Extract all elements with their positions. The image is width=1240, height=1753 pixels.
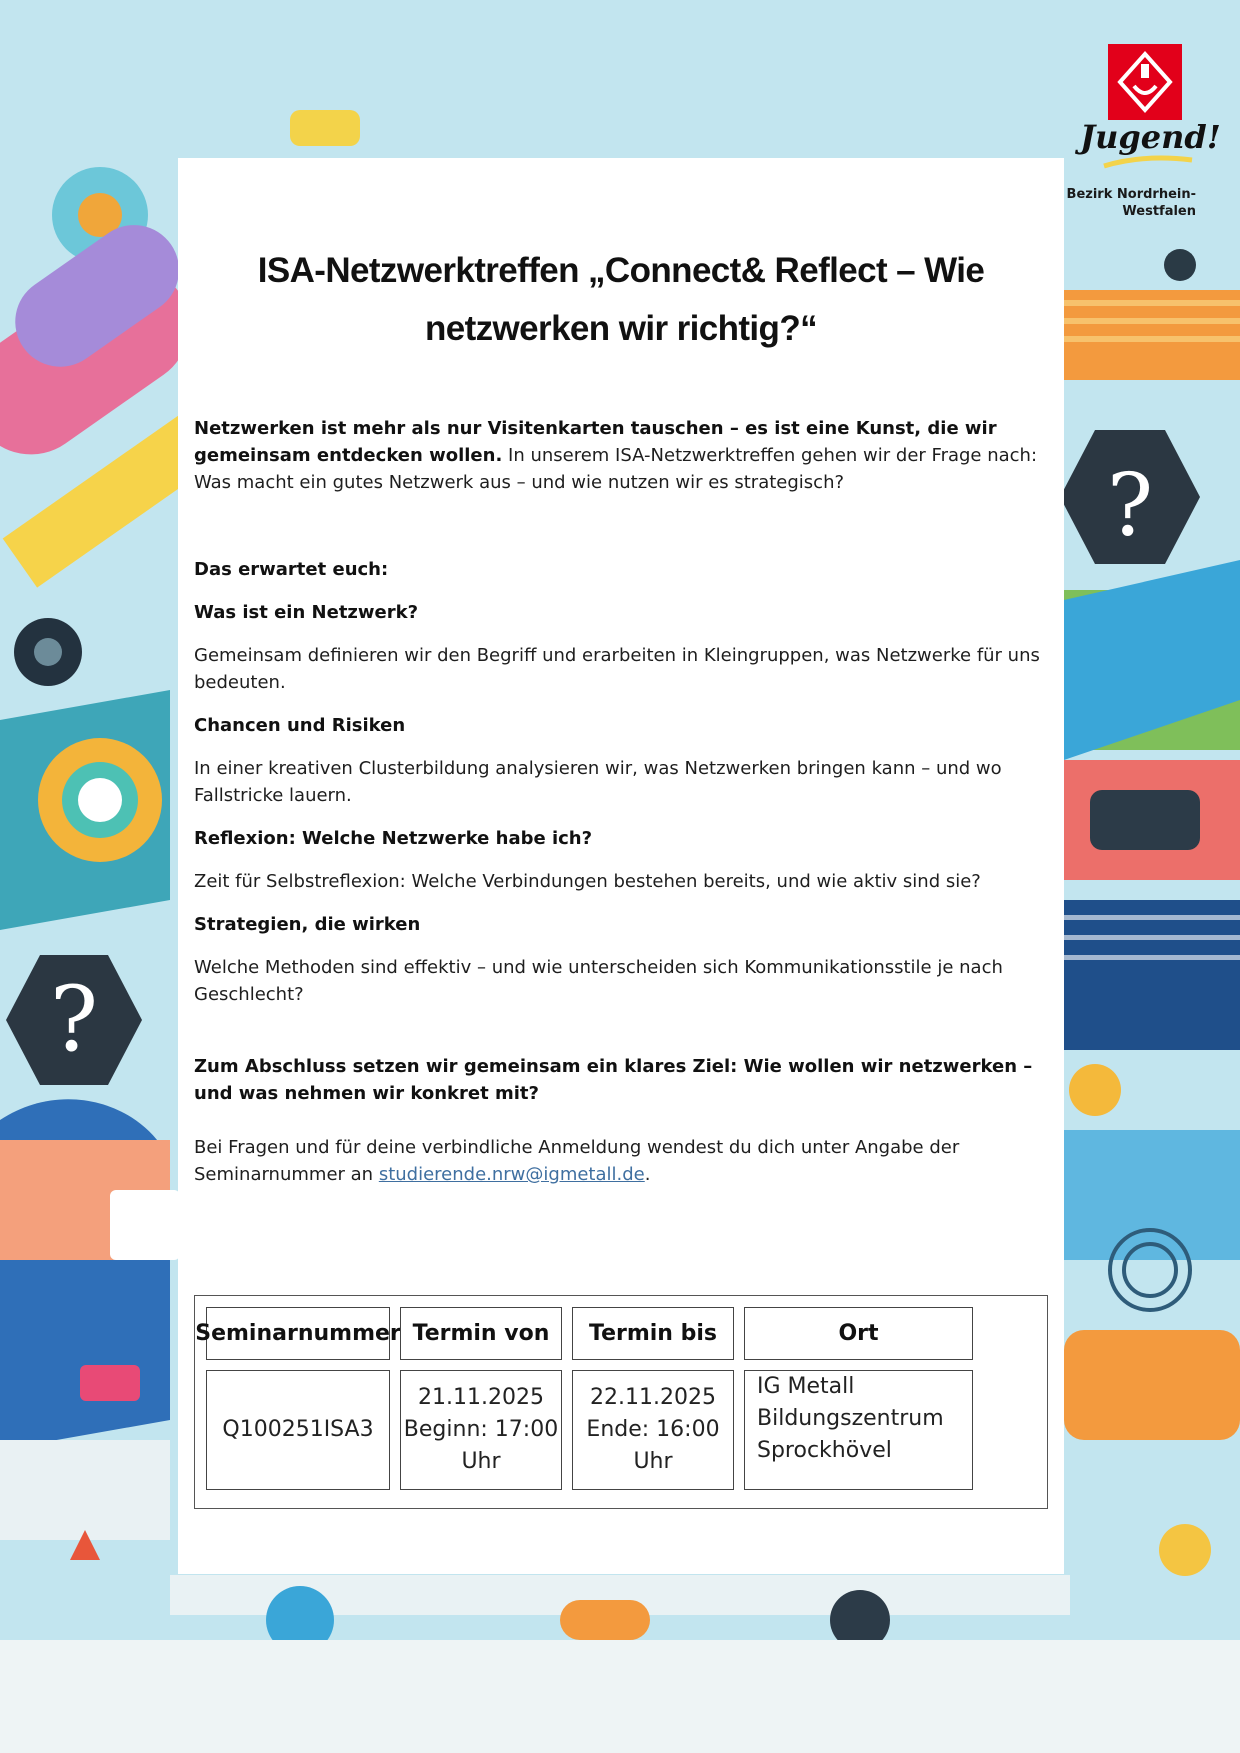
- agenda-item-heading: Was ist ein Netzwerk?: [194, 602, 419, 623]
- title-line-2: netzwerken wir richtig?“: [424, 309, 818, 348]
- svg-text:?: ?: [1106, 456, 1154, 556]
- agenda-item-heading: Reflexion: Welche Netzwerke habe ich?: [194, 828, 593, 849]
- table-header-termin-von: Termin von: [400, 1307, 562, 1360]
- agenda-heading: Das erwartet euch:: [194, 559, 389, 580]
- title-line-1: ISA-Netzwerktreffen „Connect& Reflect – Wie: [257, 251, 985, 290]
- contact-paragraph: [194, 1134, 1054, 1188]
- contact-text-end: .: [644, 1164, 651, 1185]
- table-header-ort: Ort: [744, 1307, 973, 1360]
- termin-von-date: 21.11.2025: [418, 1385, 544, 1410]
- termin-bis-time: Ende: 16:00: [586, 1417, 720, 1442]
- email-link[interactable]: studierende.nrw@igmetall.de: [378, 1164, 645, 1185]
- closing-paragraph: Zum Abschluss setzen wir gemeinsam ein klares Ziel: Wie wollen wir netzwerken – und was nehmen wir konkret mit?: [194, 1056, 1033, 1104]
- agenda-item-heading: Chancen und Risiken: [194, 715, 406, 736]
- intro-paragraph: [194, 415, 1054, 496]
- table-header-termin-bis: Termin bis: [572, 1307, 734, 1360]
- table-cell-seminarnummer: Q100251ISA3: [206, 1370, 390, 1490]
- ort-line-2: Bildungszentrum: [757, 1406, 944, 1431]
- page-title: [218, 242, 1024, 358]
- region-line-2: Westfalen: [1122, 204, 1196, 219]
- jugend-wordmark: [1074, 108, 1221, 176]
- table-cell-termin-von: [400, 1370, 562, 1490]
- region-label: [1067, 186, 1196, 220]
- termin-bis-unit: Uhr: [633, 1449, 673, 1474]
- table-header-seminarnummer: Seminarnummer: [206, 1307, 390, 1360]
- jugend-wordmark-text: Jugend!: [1080, 118, 1221, 156]
- content-card: [178, 158, 1064, 1574]
- svg-text:?: ?: [49, 967, 99, 1072]
- agenda-item-text: Welche Methoden sind effektiv – und wie unterscheiden sich Kommunikationsstile je nach Geschlecht?: [194, 957, 1003, 1005]
- ort-line-1: IG Metall: [757, 1374, 855, 1399]
- agenda-item-text: In einer kreativen Clusterbildung analysieren wir, was Netzwerken bringen kann – und wo Fallstricke lauern.: [194, 758, 1002, 806]
- termin-von-time: Beginn: 17:00: [403, 1417, 559, 1442]
- agenda-item-text: Zeit für Selbstreflexion: Welche Verbindungen bestehen bereits, und wie aktiv sind sie?: [194, 871, 981, 892]
- termin-bis-date: 22.11.2025: [590, 1385, 716, 1410]
- contact-text: Bei Fragen und für deine verbindliche Anmeldung wendest du dich unter Angabe der Seminarnummer an: [194, 1137, 960, 1185]
- ort-line-3: Sprockhövel: [757, 1438, 892, 1463]
- agenda-item-text: Gemeinsam definieren wir den Begriff und erarbeiten in Kleingruppen, was Netzwerke für uns bedeuten.: [194, 645, 1040, 693]
- seminar-table: [194, 1295, 1048, 1509]
- intro-bold: Netzwerken ist mehr als nur Visitenkarten tauschen – es ist eine Kunst, die wir gemeinsam entdecken wollen.: [194, 418, 997, 466]
- table-cell-termin-bis: [572, 1370, 734, 1490]
- intro-text: In unserem ISA-Netzwerktreffen gehen wir der Frage nach: Was macht ein gutes Netzwerk aus – und wie nutzen wir es strategisch?: [194, 445, 1038, 493]
- region-line-1: Bezirk Nordrhein-: [1066, 187, 1196, 202]
- agenda-item-heading: Strategien, die wirken: [194, 914, 421, 935]
- termin-von-unit: Uhr: [461, 1449, 501, 1474]
- body-text: [194, 415, 1054, 1188]
- table-cell-ort: [744, 1370, 973, 1490]
